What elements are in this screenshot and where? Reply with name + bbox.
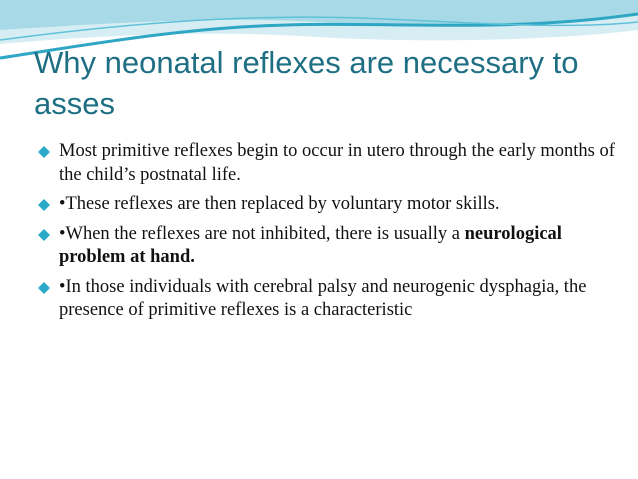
bullet-item xyxy=(34,140,624,187)
bullet-diamond-icon xyxy=(38,229,50,241)
bullet-item xyxy=(34,276,624,323)
bullet-diamond-icon xyxy=(38,199,50,211)
bullet-list xyxy=(34,140,624,329)
bullet-item xyxy=(34,193,624,217)
bullet-text-bold: neurological problem at hand. xyxy=(59,223,562,267)
bullet-text: •These reflexes are then replaced by voluntary motor skills. xyxy=(59,194,500,214)
slide-title: Why neonatal reflexes are necessary to asses xyxy=(34,45,579,121)
bullet-text: Most primitive reflexes begin to occur in utero through the early months of the child’s postnatal life. xyxy=(59,141,615,185)
bullet-text: •In those individuals with cerebral palsy and neurogenic dysphagia, the presence of primitive reflexes is a characteristic xyxy=(59,276,587,320)
bullet-item xyxy=(34,223,624,270)
bullet-diamond-icon xyxy=(38,146,50,158)
bullet-diamond-icon xyxy=(38,282,50,294)
bullet-text: •When the reflexes are not inhibited, there is usually a xyxy=(59,223,465,244)
